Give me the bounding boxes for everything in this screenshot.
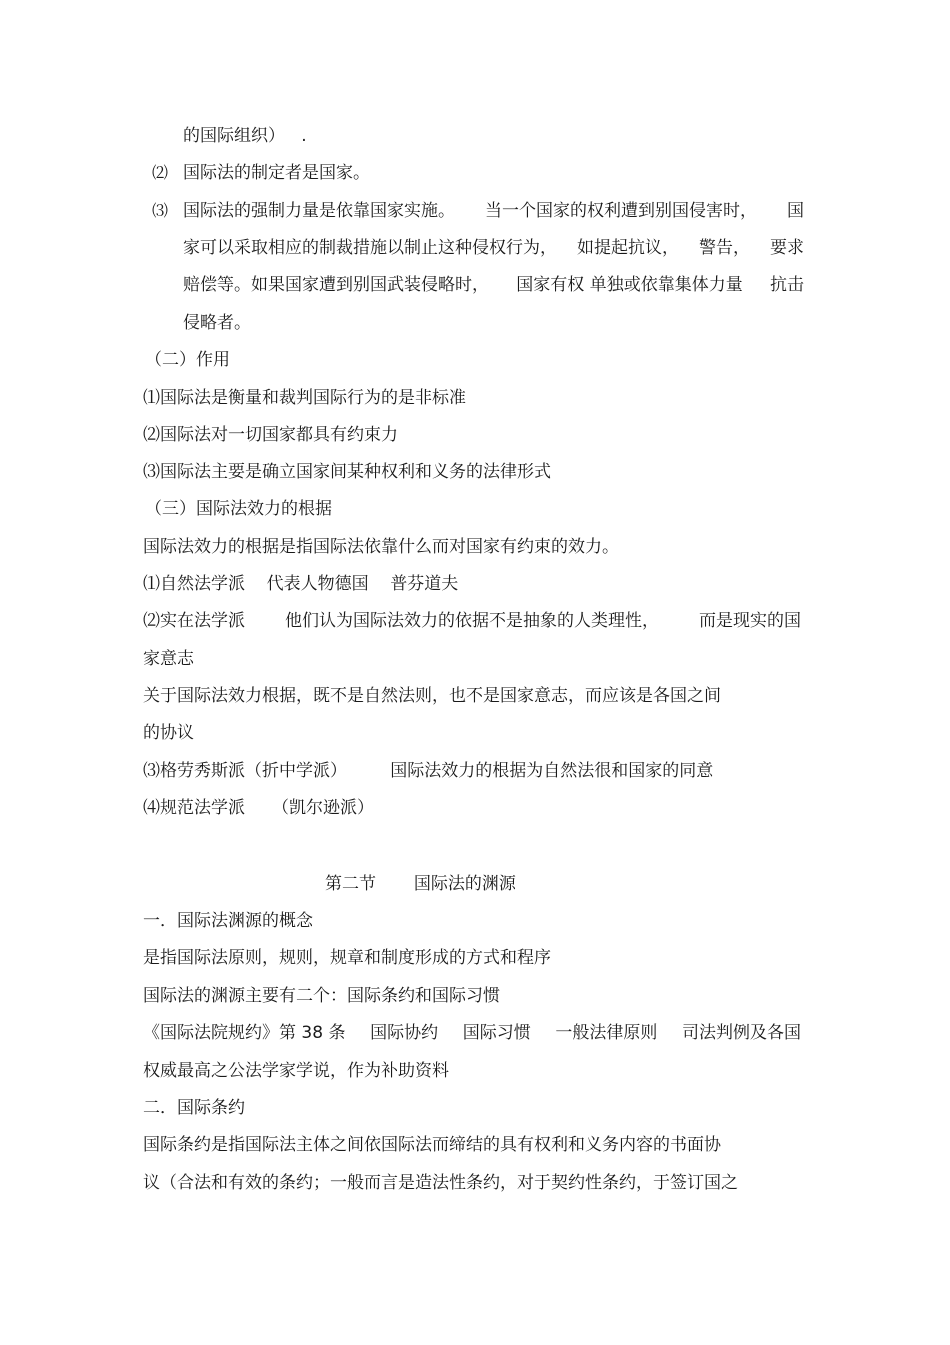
text-line <box>183 274 804 296</box>
text-line: ⑵国际法对一切国家都具有约束力 <box>143 425 398 445</box>
text-segment: 家可以采取相应的制裁措施以制止这种侵权行为， <box>183 238 557 258</box>
text-line: ⑷规范法学派 （凯尔逊派） <box>143 798 375 818</box>
text-line: 关于国际法效力根据，既不是自然法则，也不是国家意志，而应该是各国之间 <box>143 686 721 706</box>
text-segment: 司法判例及各国 <box>681 1023 801 1043</box>
section-heading: 二．国际条约 <box>143 1098 245 1118</box>
text-segment: 而是现实的国 <box>699 611 801 631</box>
text-line: 家意志 <box>143 649 194 669</box>
text-segment: 一般法律原则 <box>555 1023 658 1043</box>
text-line: 侵略者。 <box>183 313 251 333</box>
text-line: 权威最高之公法学家学说，作为补助资料 <box>143 1061 449 1081</box>
text-segment: ⑵实在法学派 <box>143 611 245 631</box>
text-line <box>183 237 804 259</box>
text-segment: 当一个国家的权利遭到别国侵害时， <box>485 201 757 221</box>
list-number: ⑵ <box>152 163 169 182</box>
text-line: ⑶格劳秀斯派（折中学派） 国际法效力的根据为自然法很和国家的同意 <box>143 761 714 781</box>
text-segment: 如提起抗议， <box>577 238 679 258</box>
text-segment: 赔偿等。如果国家遭到别国武装侵略时， <box>183 275 489 295</box>
section-heading: （二）作用 <box>145 350 230 370</box>
text-segment: 国际习惯 <box>462 1023 531 1043</box>
text-line: 的协议 <box>143 723 194 743</box>
list-number: ⑶ <box>152 201 169 220</box>
section-heading: （三）国际法效力的根据 <box>145 499 332 519</box>
text-line: 是指国际法原则，规则，规章和制度形成的方式和程序 <box>143 948 551 968</box>
text-line: ⑴国际法是衡量和裁判国际行为的是非标准 <box>143 388 466 408</box>
section-heading: 一．国际法渊源的概念 <box>143 911 313 931</box>
text-line: 议（合法和有效的条约；一般而言是造法性条约，对于契约性条约，于签订国之 <box>143 1173 738 1193</box>
text-segment: 《国际法院规约》第 38 条 <box>143 1023 346 1043</box>
text-line: 国际法的制定者是国家。 <box>183 163 370 183</box>
text-line <box>143 610 801 632</box>
text-line: 国际法的渊源主要有二个：国际条约和国际习惯 <box>143 986 500 1006</box>
text-line: 的国际组织） . <box>183 126 307 146</box>
text-segment: 警告， <box>699 238 750 258</box>
section-title: 第二节 国际法的渊源 <box>325 874 516 894</box>
text-line: ⑶国际法主要是确立国家间某种权利和义务的法律形式 <box>143 462 551 482</box>
text-line: ⑴自然法学派 代表人物德国 普芬道夫 <box>143 574 459 594</box>
text-line: 国际条约是指国际法主体之间依国际法而缔结的具有权利和义务内容的书面协 <box>143 1135 721 1155</box>
text-segment: 国际法的强制力量是依靠国家实施。 <box>183 201 455 221</box>
text-line: 国际法效力的根据是指国际法依靠什么而对国家有约束的效力。 <box>143 537 619 557</box>
text-line <box>143 1022 801 1044</box>
text-line <box>183 200 804 222</box>
text-segment: 要求 <box>770 238 804 258</box>
text-segment: 他们认为国际法效力的依据不是抽象的人类理性， <box>285 611 659 631</box>
text-segment: 国家有权 单独或依靠集体力量 <box>516 275 743 295</box>
text-segment: 国 <box>787 201 804 221</box>
text-segment: 抗击 <box>770 275 804 295</box>
text-segment: 国际协约 <box>370 1023 439 1043</box>
